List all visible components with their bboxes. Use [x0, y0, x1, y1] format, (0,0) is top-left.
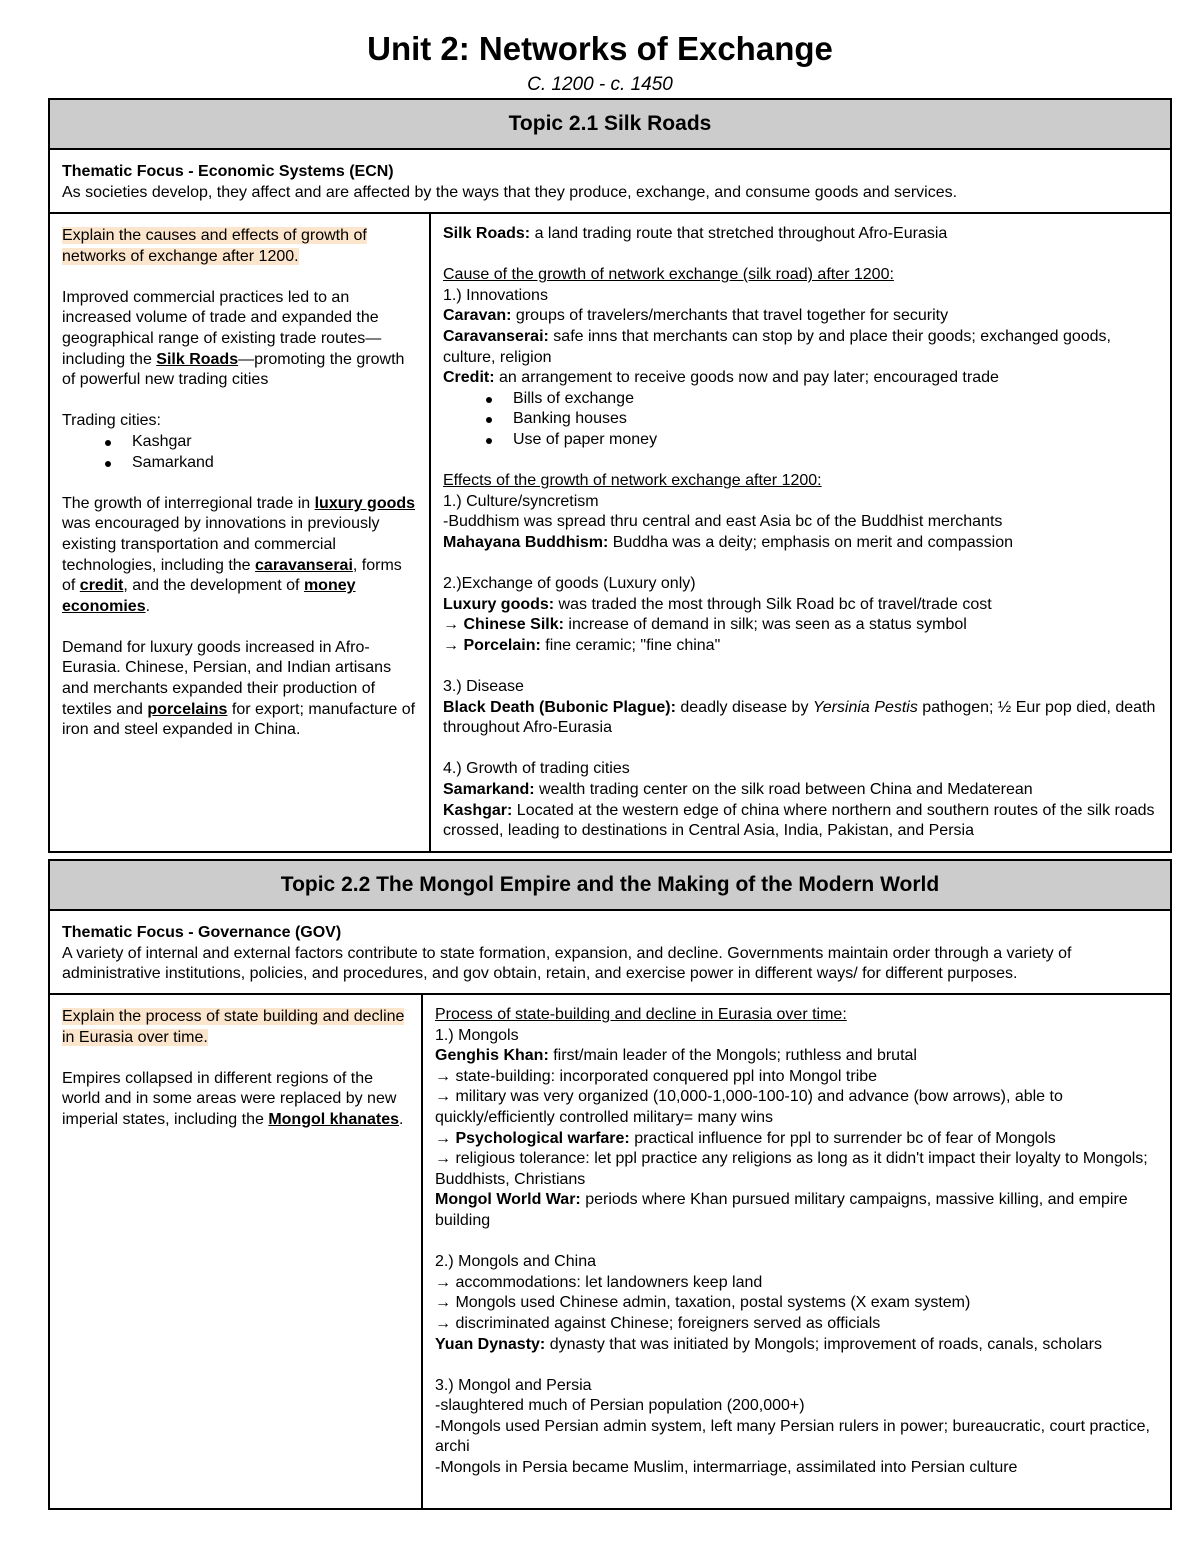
note-line: -slaughtered much of Persian population (200,000+): [435, 1397, 805, 1415]
term: Samarkand:: [443, 781, 535, 799]
subheading: 2.)Exchange of goods (Luxury only): [443, 575, 696, 593]
list-item: Use of paper money: [513, 430, 1160, 451]
text-span: was encouraged by innovations in previously existing transportation and commercial technologies, including the: [62, 515, 380, 574]
note-line: → Mongols used Chinese admin, taxation, postal systems (X exam system): [435, 1294, 971, 1312]
keyword: porcelains: [147, 700, 228, 718]
definition-text: Located at the western edge of china where northern and southern routes of the silk roads crossed, leading to destinations in Central Asia, India, Pakistan, and Persia: [443, 801, 1155, 840]
list-item: Banking houses: [513, 409, 1160, 430]
definition: [443, 636, 1160, 657]
disease-section: [443, 677, 1160, 739]
list-item: Bills of exchange: [513, 389, 1160, 410]
definition: [443, 368, 1160, 389]
topic-body: [50, 214, 1170, 851]
topic-2-2-table: [48, 859, 1172, 1510]
notes-column: [431, 214, 1170, 851]
note-line: → accommodations: let landowners keep land: [435, 1273, 763, 1291]
definition: [443, 306, 1160, 327]
topic-body: [50, 995, 1170, 1510]
key-concept-paragraph: [62, 638, 417, 741]
term: Credit:: [443, 369, 495, 387]
text-span: , forms of: [62, 556, 402, 595]
keyword: Mongol khanates: [268, 1110, 400, 1128]
learning-objective-column: [50, 214, 431, 851]
definition-text: fine ceramic; "fine china": [540, 636, 721, 654]
keyword: luxury goods: [314, 494, 416, 512]
note-line: -Mongols in Persia became Muslim, intermarriage, assimilated into Persian culture: [435, 1459, 1018, 1477]
cities-section: [443, 759, 1160, 841]
exchange-section: [443, 574, 1160, 656]
subheading: 2.) Mongols and China: [435, 1253, 596, 1271]
term: Caravan:: [443, 307, 512, 325]
keyword: caravanserai: [255, 556, 353, 574]
note-line: -Mongols used Persian admin system, left many Persian rulers in power; bureaucratic, court practice, archi: [435, 1417, 1150, 1456]
mongols-section: [435, 1005, 1160, 1232]
note-line: → discriminated against Chinese; foreigners served as officials: [435, 1314, 881, 1332]
section-heading: Process of state-building and decline in Eurasia over time:: [435, 1006, 847, 1023]
subheading: 1.) Culture/syncretism: [443, 492, 599, 510]
key-concept-paragraph: [62, 288, 417, 391]
keyword: Silk Roads: [156, 350, 239, 368]
text-span: , and the development of: [123, 577, 304, 595]
definition: [435, 1129, 1160, 1150]
definition-text: safe inns that merchants can stop by and place their goods; exchanged goods, culture, religion: [443, 327, 1111, 366]
note-line: -Buddhism was spread thru central and east Asia bc of the Buddhist merchants: [443, 513, 1003, 531]
definition-text: wealth trading center on the silk road between China and Medaterean: [534, 781, 1033, 799]
arrow-icon: →: [443, 636, 464, 654]
text-span: Demand for luxury goods increased in Afro-Eurasia. Chinese, Persian, and Indian artisans and merchants expanded their production of textiles and: [62, 638, 392, 718]
definition: [435, 1046, 1160, 1067]
definition-text: pathogen; ½ Eur pop died, death throughout Afro-Eurasia: [443, 698, 1156, 737]
definition: [443, 595, 1160, 616]
list-item: Samarkand: [132, 453, 417, 474]
term: Chinese Silk:: [463, 616, 564, 634]
term: Black Death (Bubonic Plague):: [443, 698, 676, 716]
topic-2-1-table: [48, 98, 1172, 853]
topic-header: Topic 2.2 The Mongol Empire and the Making of the Modern World: [50, 861, 1170, 911]
section-heading: Effects of the growth of network exchange after 1200:: [443, 472, 822, 490]
list-item: Kashgar: [132, 432, 417, 453]
term: Kashgar:: [443, 801, 513, 819]
definition-text: periods where Khan pursued military campaigns, massive killing, and empire building: [435, 1191, 1128, 1229]
learning-objective: [62, 1007, 409, 1048]
definition-text: an arrangement to receive goods now and pay later; encouraged trade: [494, 369, 999, 387]
page-title: Unit 2: Networks of Exchange: [367, 30, 833, 67]
china-section: [435, 1252, 1160, 1355]
definition-text: groups of travelers/merchants that travel together for security: [511, 307, 949, 325]
text-span: .: [399, 1110, 404, 1128]
objective-highlight: Explain the process of state building and decline in Eurasia over time.: [62, 1008, 405, 1046]
definition-text: practical influence for ppl to surrender bc of fear of Mongols: [629, 1129, 1056, 1147]
trading-cities-list: [62, 411, 417, 473]
page-subtitle: C. 1200 - c. 1450: [527, 74, 673, 95]
text-span: The growth of interregional trade in: [62, 494, 315, 512]
focus-title: Thematic Focus - Economic Systems (ECN): [62, 163, 394, 180]
definition: [443, 327, 1160, 368]
definition-text: first/main leader of the Mongols; ruthless and brutal: [548, 1047, 917, 1065]
list-label: Trading cities:: [62, 412, 161, 430]
objective-highlight: Explain the causes and effects of growth of networks of exchange after 1200.: [62, 227, 367, 265]
definition-text: was traded the most through Silk Road bc of travel/trade cost: [554, 595, 992, 613]
subheading: 1.) Innovations: [443, 286, 548, 304]
note-line: → state-building: incorporated conquered ppl into Mongol tribe: [435, 1067, 878, 1085]
topic-header: Topic 2.1 Silk Roads: [50, 100, 1170, 150]
section-heading: Cause of the growth of network exchange (silk road) after 1200:: [443, 266, 894, 284]
subheading: 3.) Disease: [443, 678, 524, 696]
term: Luxury goods:: [443, 595, 555, 613]
thematic-focus: [50, 150, 1170, 214]
thematic-focus: [50, 911, 1170, 995]
notes-column: [423, 995, 1170, 1510]
text-span: .: [145, 597, 151, 615]
focus-text: A variety of internal and external factors contribute to state formation, expansion, and decline. Governments maintain order through a variety of administrative institutions, policies, and procedures, and gov obtain, retain, and exercise power in different ways/ for different purposes.: [62, 944, 1072, 982]
term: Mahayana Buddhism:: [443, 533, 609, 551]
causes-section: [443, 265, 1160, 450]
key-concept-paragraph: [62, 494, 417, 618]
persia-section: [435, 1376, 1160, 1479]
definition: [443, 224, 1160, 245]
definition-text: a land trading route that stretched throughout Afro-Eurasia: [530, 225, 948, 242]
definition: [435, 1335, 1160, 1356]
text-span: Empires collapsed in different regions of the world and in some areas were replaced by new imperial states, including the: [62, 1069, 397, 1128]
definition: [443, 780, 1160, 801]
definition: [443, 615, 1160, 636]
keyword: credit: [79, 577, 124, 595]
key-concept-paragraph: [62, 1069, 409, 1131]
subheading: 4.) Growth of trading cities: [443, 760, 630, 778]
definition: [443, 801, 1160, 842]
term: Caravanserai:: [443, 327, 549, 345]
term: Genghis Khan:: [435, 1047, 549, 1065]
arrow-icon: →: [443, 616, 464, 634]
keyword: money economies: [62, 577, 356, 615]
credit-list: [443, 389, 1160, 451]
definition-text: increase of demand in silk; was seen as a status symbol: [563, 616, 967, 634]
pathogen-name: Yersinia Pestis: [812, 698, 918, 716]
text-span: —promoting the growth of powerful new trading cities: [62, 350, 405, 389]
note-line: → religious tolerance: let ppl practice any religions as long as it didn't impact their loyalty to Mongols; Buddhists, Christians: [435, 1150, 1148, 1188]
learning-objective: [62, 226, 417, 267]
learning-objective-column: [50, 995, 423, 1510]
arrow-icon: →: [435, 1129, 456, 1147]
subheading: 3.) Mongol and Persia: [435, 1376, 592, 1394]
definition: [443, 698, 1160, 739]
term: Porcelain:: [463, 636, 541, 654]
effects-section: [443, 471, 1160, 553]
definition: [435, 1190, 1160, 1231]
definition-text: deadly disease by: [675, 698, 813, 716]
definition: [443, 533, 1160, 554]
term: Psychological warfare:: [455, 1129, 630, 1147]
subheading: 1.) Mongols: [435, 1026, 519, 1044]
definition-text: dynasty that was initiated by Mongols; improvement of roads, canals, scholars: [545, 1335, 1102, 1353]
term: Yuan Dynasty:: [435, 1335, 546, 1353]
text-span: Improved commercial practices led to an increased volume of trade and expanded the geographical range of existing trade routes—including the: [62, 288, 382, 368]
focus-title: Thematic Focus - Governance (GOV): [62, 924, 342, 941]
text-span: for export; manufacture of iron and steel expanded in China.: [62, 700, 416, 739]
definition-text: Buddha was a deity; emphasis on merit and compassion: [608, 533, 1014, 551]
term: Silk Roads:: [443, 225, 531, 242]
focus-text: As societies develop, they affect and are affected by the ways that they produce, exchange, and consume goods and services.: [62, 183, 958, 201]
note-line: → military was very organized (10,000-1,000-100-10) and advance (bow arrows), able to quickly/efficiently controlled military= many wins: [435, 1088, 1063, 1126]
term: Mongol World War:: [435, 1191, 581, 1209]
